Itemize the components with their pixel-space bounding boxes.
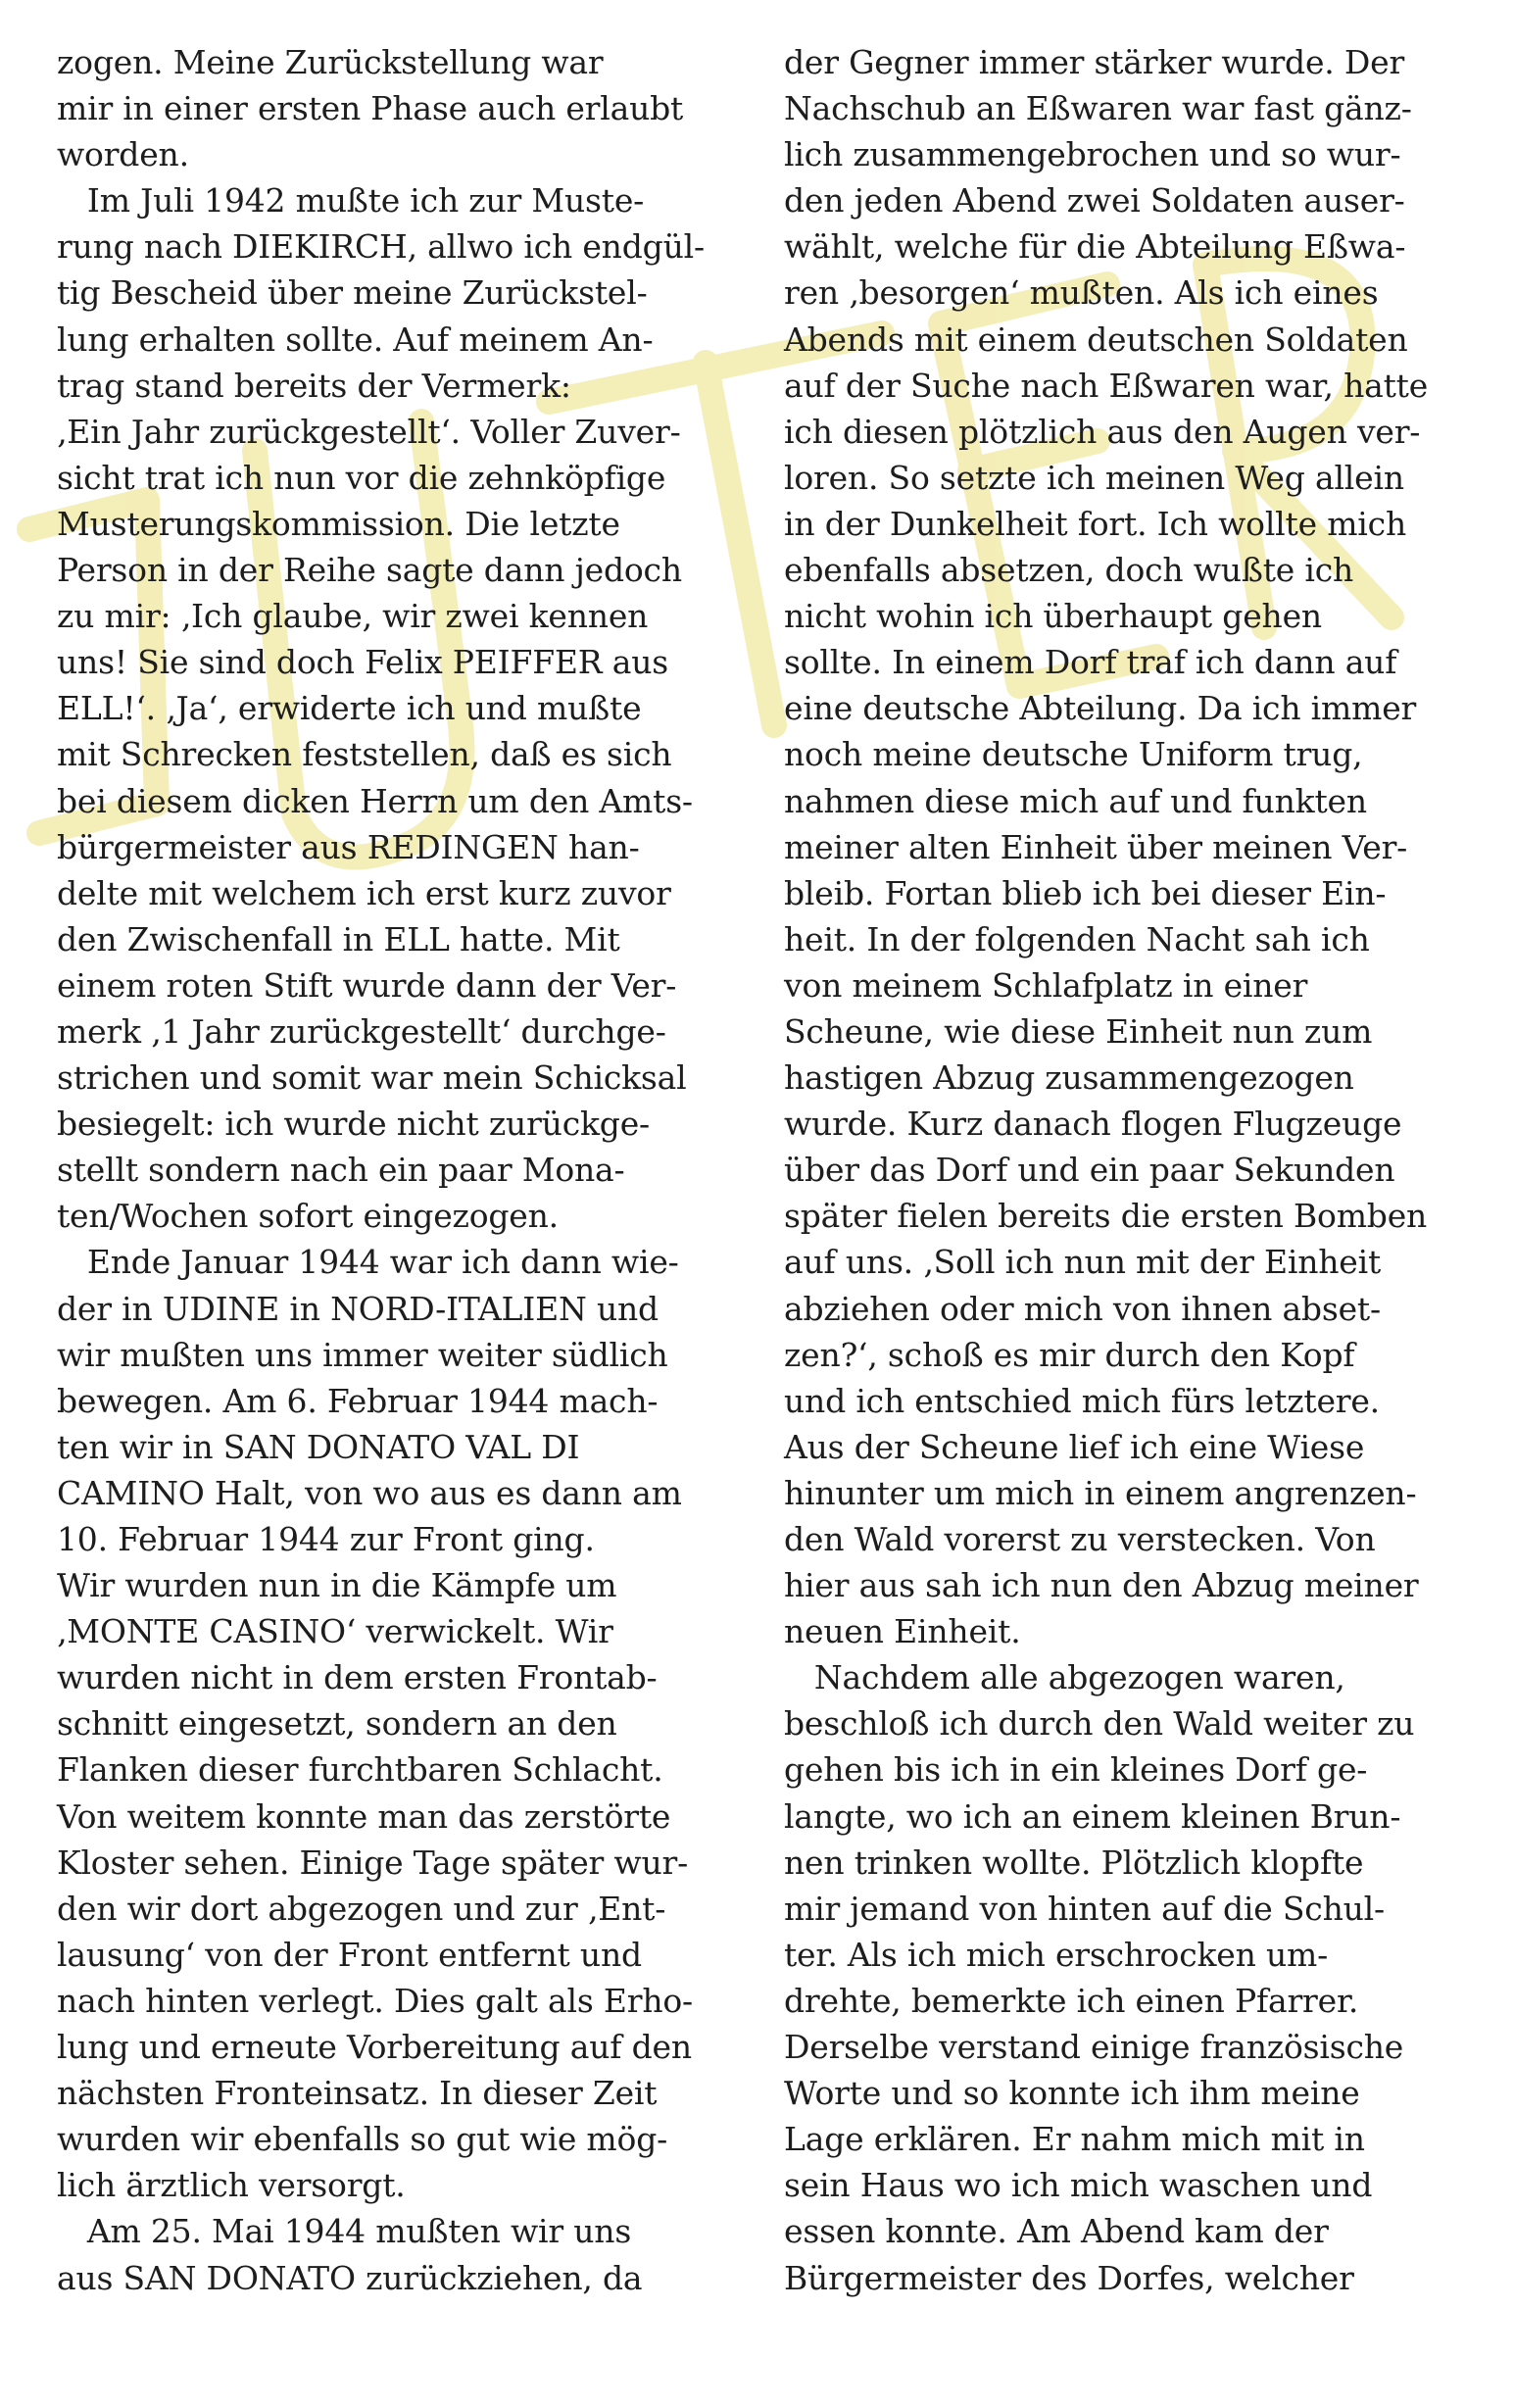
text-line: ter. Als ich mich erschrocken um-	[784, 1935, 1329, 1974]
text-line: einem roten Stift wurde dann der Ver-	[57, 965, 677, 1005]
text-line: sein Haus wo ich mich waschen und	[784, 2166, 1373, 2205]
text-line: zogen. Meine Zurückstellung war	[57, 43, 604, 81]
text-line: uns! Sie sind doch Felix PEIFFER aus	[57, 643, 668, 682]
text-line: nach hinten verlegt. Dies galt als Erho-	[57, 1981, 694, 2020]
text-line: rung nach DIEKIRCH, allwo ich endgül-	[57, 227, 705, 267]
text-line: Bürgermeister des Dorfes, welcher	[784, 2258, 1354, 2297]
text-line: lausung‘ von der Front entfernt und	[57, 1935, 642, 1974]
text-line: Ende Januar 1944 war ich dann wie-	[57, 1243, 679, 1282]
text-line: den wir dort abgezogen und zur ‚Ent-	[57, 1889, 666, 1928]
text-line: auf uns. ‚Soll ich nun mit der Einheit	[784, 1243, 1382, 1282]
text-line: langte, wo ich an einem kleinen Brun-	[784, 1796, 1401, 1836]
text-line: den Wald vorerst zu verstecken. Von	[784, 1520, 1376, 1558]
text-line: Am 25. Mai 1944 mußten wir uns	[57, 2212, 632, 2251]
text-line: lung und erneute Vorbereitung auf den	[57, 2028, 692, 2067]
text-line: schnitt eingesetzt, sondern an den	[57, 1704, 617, 1744]
text-line: aus SAN DONATO zurückziehen, da	[57, 2258, 643, 2297]
text-line: hier aus sah ich nun den Abzug meiner	[784, 1566, 1419, 1605]
text-line: sicht trat ich nun vor die zehnköpfige	[57, 458, 666, 497]
text-line: nicht wohin ich überhaupt gehen	[784, 597, 1322, 636]
text-line: loren. So setzte ich meinen Weg allein	[784, 458, 1404, 497]
text-line: stellt sondern nach ein paar Mona-	[57, 1151, 625, 1190]
text-line: von meinem Schlafplatz in einer	[784, 965, 1308, 1005]
text-line: hinunter um mich in einem angrenzen-	[784, 1473, 1417, 1512]
text-line: Im Juli 1942 mußte ich zur Muste-	[57, 181, 645, 221]
text-line: beschloß ich durch den Wald weiter zu	[784, 1704, 1415, 1744]
text-line: mir in einer ersten Phase auch erlaubt	[57, 89, 684, 128]
text-line: mir jemand von hinten auf die Schul-	[784, 1889, 1385, 1928]
text-line: nen trinken wollte. Plötzlich klopfte	[784, 1843, 1364, 1882]
text-line: CAMINO Halt, von wo aus es dann am	[57, 1473, 682, 1512]
text-line: wählt, welche für die Abteilung Eßwa-	[784, 227, 1406, 267]
text-line: worden.	[57, 135, 189, 174]
text-line: ebenfalls absetzen, doch wußte ich	[784, 551, 1354, 590]
text-line: später fielen bereits die ersten Bomben	[784, 1197, 1428, 1236]
text-line: Abends mit einem deutschen Soldaten	[784, 319, 1408, 359]
text-line: drehte, bemerkte ich einen Pfarrer.	[784, 1981, 1359, 2020]
text-line: 10. Februar 1944 zur Front ging.	[57, 1520, 595, 1558]
text-line: delte mit welchem ich erst kurz zuvor	[57, 873, 671, 912]
text-line: hastigen Abzug zusammengezogen	[784, 1058, 1354, 1098]
text-line: lung erhalten sollte. Auf meinem An-	[57, 319, 654, 359]
text-line: strichen und somit war mein Schicksal	[57, 1058, 687, 1098]
text-line: zen?‘, schoß es mir durch den Kopf	[784, 1335, 1355, 1374]
text-line: Lage erklären. Er nahm mich mit in	[784, 2120, 1365, 2159]
text-line: wurden nicht in dem ersten Frontab-	[57, 1658, 658, 1697]
text-line: Flanken dieser furchtbaren Schlacht.	[57, 1750, 663, 1790]
text-line: in der Dunkelheit fort. Ich wollte mich	[784, 504, 1406, 543]
text-line: Worte und so konnte ich ihm meine	[784, 2074, 1360, 2113]
text-line: den jeden Abend zwei Soldaten auser-	[784, 181, 1405, 221]
text-line: Derselbe verstand einige französische	[784, 2028, 1404, 2067]
text-line: mit Schrecken feststellen, daß es sich	[57, 735, 672, 774]
text-line: den Zwischenfall in ELL hatte. Mit	[57, 919, 620, 958]
text-line: trag stand bereits der Vermerk:	[57, 366, 571, 405]
text-line: merk ‚1 Jahr zurückgestellt‘ durchge-	[57, 1011, 666, 1051]
text-line: Wir wurden nun in die Kämpfe um	[57, 1566, 617, 1605]
text-line: Nachdem alle abgezogen waren,	[784, 1658, 1345, 1697]
text-line: der Gegner immer stärker wurde. Der	[784, 43, 1405, 81]
text-line: ten wir in SAN DONATO VAL DI	[57, 1427, 580, 1466]
text-line: ten/Wochen sofort eingezogen.	[57, 1197, 559, 1236]
text-line: wurden wir ebenfalls so gut wie mög-	[57, 2120, 668, 2159]
text-line: essen konnte. Am Abend kam der	[784, 2212, 1329, 2251]
text-line: über das Dorf und ein paar Sekunden	[784, 1151, 1395, 1190]
text-line: meiner alten Einheit über meinen Ver-	[784, 827, 1408, 866]
text-line: bleib. Fortan blieb ich bei dieser Ein-	[784, 873, 1387, 912]
left-text-column	[57, 39, 743, 2301]
text-line: eine deutsche Abteilung. Da ich immer	[784, 689, 1417, 728]
text-line: und ich entschied mich fürs letztere.	[784, 1381, 1380, 1420]
text-line: nahmen diese mich auf und funkten	[784, 781, 1367, 820]
text-line: Von weitem konnte man das zerstörte	[57, 1796, 671, 1836]
text-line: gehen bis ich in ein kleines Dorf ge-	[784, 1750, 1368, 1790]
text-line: bürgermeister aus REDINGEN han-	[57, 827, 640, 866]
text-line: der in UDINE in NORD-ITALIEN und	[57, 1289, 659, 1328]
text-line: lich zusammengebrochen und so wur-	[784, 135, 1401, 174]
text-line: noch meine deutsche Uniform trug,	[784, 735, 1363, 774]
text-line: abziehen oder mich von ihnen abset-	[784, 1289, 1381, 1328]
text-line: zu mir: ‚Ich glaube, wir zwei kennen	[57, 597, 649, 636]
text-line: heit. In der folgenden Nacht sah ich	[784, 919, 1370, 958]
text-line: Scheune, wie diese Einheit nun zum	[784, 1011, 1373, 1051]
text-line: wurde. Kurz danach flogen Flugzeuge	[784, 1105, 1402, 1144]
text-line: Kloster sehen. Einige Tage später wur-	[57, 1843, 689, 1882]
text-line: Nachschub an Eßwaren war fast gänz-	[784, 89, 1412, 128]
text-line: auf der Suche nach Eßwaren war, hatte	[784, 366, 1429, 405]
text-line: besiegelt: ich wurde nicht zurückge-	[57, 1105, 650, 1144]
text-line: ich diesen plötzlich aus den Augen ver-	[784, 412, 1421, 451]
text-line: Musterungskommission. Die letzte	[57, 504, 620, 543]
text-line: ren ‚besorgen‘ mußten. Als ich eines	[784, 273, 1379, 313]
text-line: neuen Einheit.	[784, 1612, 1021, 1651]
text-line: lich ärztlich versorgt.	[57, 2166, 406, 2205]
text-line: Aus der Scheune lief ich eine Wiese	[784, 1427, 1365, 1466]
text-line: ‚MONTE CASINO‘ verwickelt. Wir	[57, 1612, 613, 1651]
text-line: nächsten Fronteinsatz. In dieser Zeit	[57, 2074, 658, 2113]
text-line: bei diesem dicken Herrn um den Amts-	[57, 781, 693, 820]
text-line: Person in der Reihe sagte dann jedoch	[57, 551, 682, 590]
text-line: bewegen. Am 6. Februar 1944 mach-	[57, 1381, 659, 1420]
text-line: sollte. In einem Dorf traf ich dann auf	[784, 643, 1397, 682]
text-line: tig Bescheid über meine Zurückstel-	[57, 273, 648, 313]
text-line: ELL!‘. ‚Ja‘, erwiderte ich und mußte	[57, 689, 642, 728]
text-line: ‚Ein Jahr zurückgestellt‘. Voller Zuver-	[57, 412, 681, 451]
right-text-column	[784, 39, 1470, 2301]
text-line: wir mußten uns immer weiter südlich	[57, 1335, 668, 1374]
